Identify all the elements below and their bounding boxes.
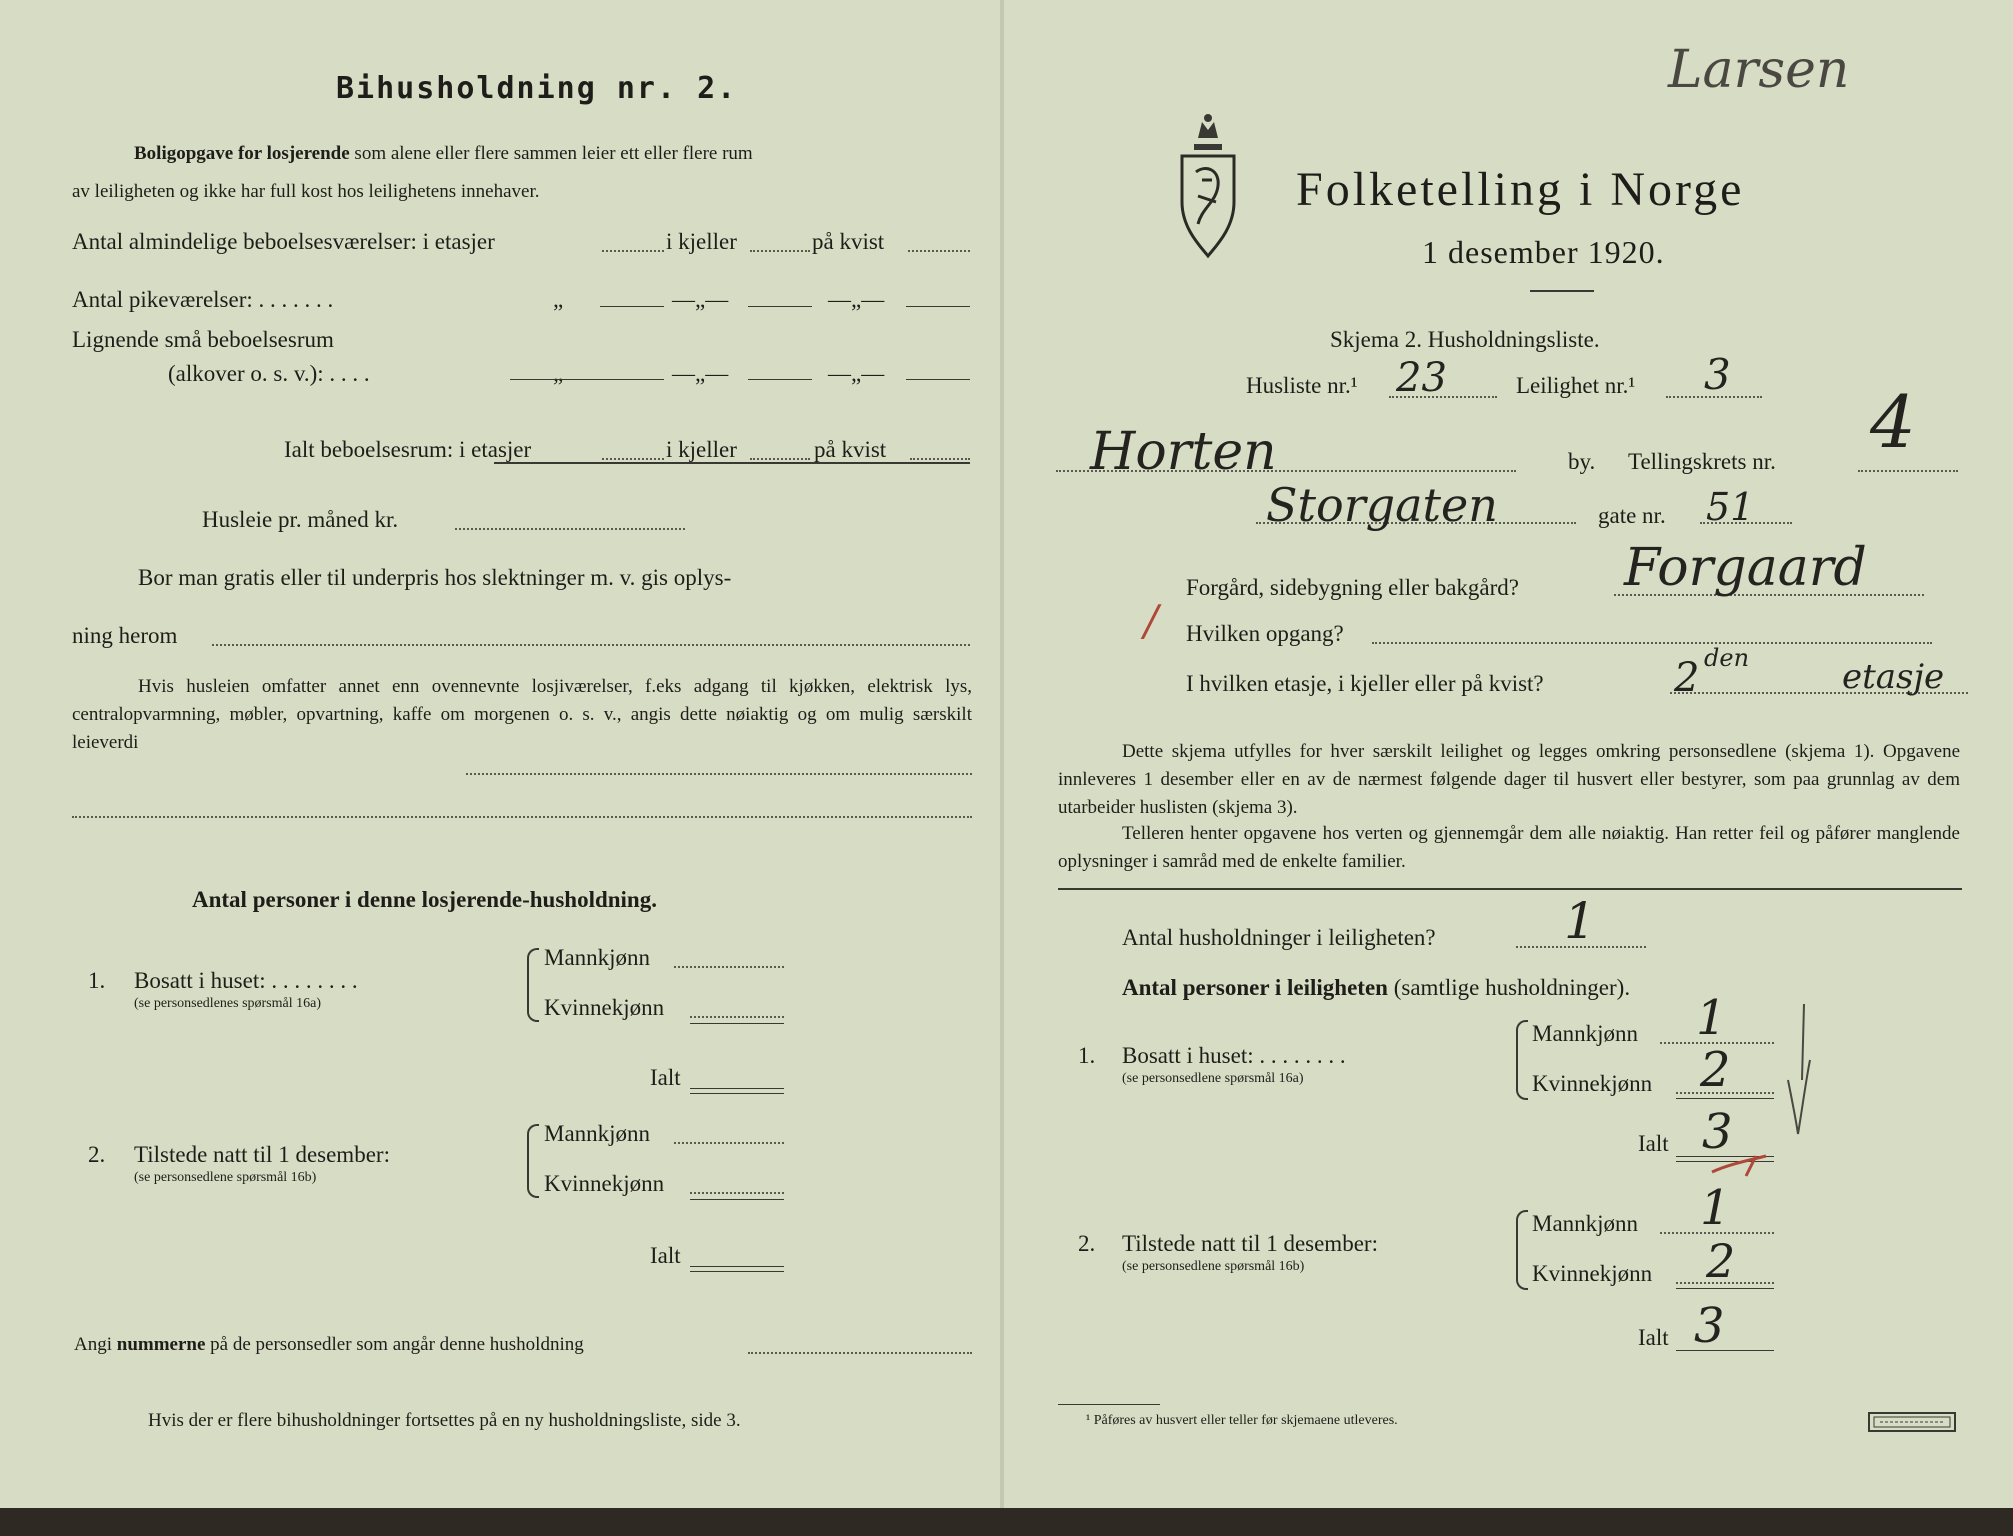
numbers-field[interactable] (748, 1352, 972, 1354)
printer-stamp-icon (1868, 1412, 1956, 1432)
maid-kjeller-field[interactable] (748, 306, 812, 307)
q2-total-label: Ialt (650, 1243, 681, 1268)
q2-male-label: Mannkjønn (544, 1121, 651, 1146)
q1-label: Bosatt i huset: . . . . . . . . (1122, 1043, 1346, 1068)
q1-sub: (se personsedlenes spørsmål 16a) (134, 996, 322, 1011)
gate-label: gate nr. (1598, 503, 1666, 528)
q1-male-field[interactable] (674, 966, 784, 968)
rooms-kvist-field[interactable] (908, 250, 970, 252)
footnote: ¹ Påføres av husvert eller teller før skjemaene utleveres. (1086, 1413, 1398, 1428)
q1-total-rule (690, 1093, 784, 1094)
continue-note: Hvis der er flere bihusholdninger fortsettes på en ny husholdningsliste, side 3. (148, 1410, 741, 1431)
rent-label: Husleie pr. måned kr. (202, 507, 399, 532)
small-rooms-label: Lignende små beboelsesrum (72, 327, 334, 352)
q1-female-label: Kvinnekjønn (1532, 1071, 1653, 1096)
right-page-husholdningsliste (1004, 0, 2013, 1508)
alcove-etasjer-field[interactable] (510, 379, 664, 380)
floor-value-number: 2 (1674, 655, 1700, 701)
q2-total-field[interactable] (1676, 1350, 1774, 1351)
maid-etasjer-field[interactable] (600, 306, 664, 307)
total-etasjer-field[interactable] (602, 458, 664, 460)
q1-total-label: Ialt (650, 1065, 681, 1090)
instructions-paragraph-2: Telleren henter opgavene hos verten og gjennemgår dem alle nøiaktig. Han retter feil og påfører manglende oplysninger i samråd med de enkelte familier. (1058, 823, 1960, 872)
floor-label: I hvilken etasje, i kjeller eller på kvist? (1186, 671, 1544, 696)
building-value: Forgaard (1624, 538, 1867, 598)
floor-value-word: etasje (1842, 657, 1945, 697)
left-title: Bihusholdning nr. 2. (336, 71, 738, 106)
rooms-kvist-label: på kvist (812, 229, 885, 254)
schema-label: Skjema 2. Husholdningsliste. (1330, 327, 1600, 352)
rooms-kjeller-field[interactable] (750, 250, 810, 252)
krets-field[interactable] (1858, 470, 1958, 472)
households-value: 1 (1564, 892, 1596, 950)
rooms-label: Antal almindelige beboelsesværelser: i etasjer (72, 229, 495, 254)
q2-label: Tilstede natt til 1 desember: (1122, 1231, 1378, 1256)
q1-male-label: Mannkjønn (1532, 1021, 1639, 1046)
handwritten-corner-name: Larsen (1668, 40, 1850, 100)
q1-total-value: 3 (1702, 1104, 1733, 1160)
q2-label: Tilstede natt til 1 desember: (134, 1142, 390, 1167)
q2-male-label: Mannkjønn (1532, 1211, 1639, 1236)
q1-brace (1516, 1020, 1528, 1100)
q2-total-rule (690, 1271, 784, 1272)
coat-of-arms-icon (1176, 110, 1240, 260)
q2-female-label: Kvinnekjønn (544, 1171, 665, 1196)
extras-field-2[interactable] (72, 816, 972, 818)
q1-male-label: Mannkjønn (544, 945, 651, 970)
q1-female-field[interactable] (690, 1016, 784, 1018)
floor-value-suffix: den (1704, 644, 1750, 672)
red-tick-mark (1710, 1150, 1770, 1180)
extras-paragraph: Hvis husleien omfatter annet enn ovennevnte losjiværelser, f.eks adgang til kjøkken, elektrisk lys, centralopvarmning, møbler, opvartning, kaffe om morgenen o. s. v., angis dette nøiaktig og om mulig særskilt leieverdi (72, 676, 972, 753)
left-page-bihusholdning (0, 0, 1000, 1508)
form-title: Folketelling i Norge (1296, 163, 1745, 216)
q2-male-value: 1 (1700, 1180, 1731, 1236)
q2-number: 2. (1078, 1231, 1096, 1256)
q2-female-label: Kvinnekjønn (1532, 1261, 1653, 1286)
husliste-value: 23 (1396, 355, 1447, 401)
households-label: Antal husholdninger i leiligheten? (1122, 925, 1436, 950)
alcove-kvist-field[interactable] (906, 379, 970, 380)
persons-heading: Antal personer i leiligheten (samtlige husholdninger). (1122, 975, 1631, 1000)
leilighet-label: Leilighet nr.¹ (1516, 373, 1636, 398)
ditto-5: —„— (672, 361, 729, 386)
gate-value: 51 (1706, 485, 1755, 529)
q2-female-field[interactable] (690, 1192, 784, 1194)
free-rent-line-2: ning herom (72, 623, 178, 648)
q2-sub: (se personsedlene spørsmål 16b) (1122, 1259, 1305, 1274)
ditto-6: —„— (828, 361, 885, 386)
alcoves-label: (alkover o. s. v.): . . . . (168, 361, 370, 386)
q1-female-label: Kvinnekjønn (544, 995, 665, 1020)
q2-female-rule (1676, 1288, 1774, 1289)
intro-line-2: av leiligheten og ikke har full kost hos leilighetens innehaver. (72, 181, 540, 202)
total-rooms-rule (494, 462, 970, 464)
q1-male-value: 1 (1696, 990, 1727, 1046)
form-date: 1 desember 1920. (1422, 234, 1665, 270)
maid-kvist-field[interactable] (906, 306, 970, 307)
intro-line-1: Boligopgave for losjerende som alene eller flere sammen leier ett eller flere rum (134, 143, 753, 164)
free-rent-line-1: Bor man gratis eller til underpris hos slektninger m. v. gis oplys- (138, 565, 732, 590)
krets-label: Tellingskrets nr. (1628, 449, 1776, 474)
q1-brace (527, 948, 539, 1022)
entrance-label: Hvilken opgang? (1186, 621, 1344, 646)
q1-female-value: 2 (1700, 1042, 1731, 1098)
q2-brace (527, 1124, 539, 1198)
q2-total-value: 3 (1694, 1298, 1725, 1354)
q1-total-field[interactable] (690, 1088, 784, 1089)
q1-label: Bosatt i huset: . . . . . . . . (134, 968, 358, 993)
q1-sub: (se personsedlene spørsmål 16a) (1122, 1071, 1304, 1086)
q2-female-value: 2 (1706, 1234, 1736, 1288)
total-rooms-label: Ialt beboelsesrum: i etasjer (284, 437, 532, 462)
by-label: by. (1568, 449, 1596, 474)
numbers-line: Angi nummerne på de personsedler som angår denne husholdning (74, 1334, 584, 1355)
rent-field[interactable] (455, 528, 685, 530)
maid-rooms-label: Antal pikeværelser: . . . . . . . (72, 287, 334, 312)
total-kvist-field[interactable] (910, 458, 970, 460)
footnote-rule (1058, 1404, 1160, 1405)
leilighet-value: 3 (1704, 350, 1731, 399)
title-rule (1530, 290, 1594, 292)
q2-number: 2. (88, 1142, 106, 1167)
q1-female-rule (690, 1023, 784, 1024)
husliste-label: Husliste nr.¹ (1246, 373, 1358, 398)
free-rent-field[interactable] (212, 644, 970, 646)
pencil-check-mark (1784, 1000, 1814, 1140)
entrance-field[interactable] (1372, 642, 1932, 644)
q2-sub: (se personsedlene spørsmål 16b) (134, 1170, 317, 1185)
total-kjeller-label: i kjeller (666, 437, 737, 462)
q1-female-rule (1676, 1098, 1774, 1099)
rooms-etasjer-field[interactable] (602, 250, 664, 252)
building-label: Forgård, sidebygning eller bakgård? (1186, 575, 1519, 600)
ditto-3: —„— (828, 287, 885, 312)
q2-brace (1516, 1210, 1528, 1290)
red-margin-mark: / (1144, 596, 1159, 645)
q2-total-field[interactable] (690, 1266, 784, 1267)
total-kjeller-field[interactable] (750, 458, 810, 460)
q1-number: 1. (88, 968, 106, 993)
ditto-1: „ (553, 287, 564, 312)
instructions-paragraph-1: Dette skjema utfylles for hver særskilt leilighet og legges omkring personsedlene (skjema 1). Opgavene innleveres 1 desember eller en av de nærmest følgende dager til husvert eller bestyrer, som paa grunnlag av dem utarbeider huslisten (skjema 3). (1058, 741, 1960, 818)
q1-number: 1. (1078, 1043, 1096, 1068)
persons-heading: Antal personer i denne losjerende-husholdning. (192, 887, 657, 912)
instructions-rule (1058, 888, 1962, 890)
ditto-2: —„— (672, 287, 729, 312)
q2-male-field[interactable] (674, 1142, 784, 1144)
extras-field[interactable] (466, 773, 972, 775)
city-value: Horten (1090, 422, 1277, 482)
rooms-kjeller-label: i kjeller (666, 229, 737, 254)
ditto-4: „ (553, 361, 564, 386)
krets-value: 4 (1870, 380, 1916, 464)
q1-total-label: Ialt (1638, 1131, 1669, 1156)
alcove-kjeller-field[interactable] (748, 379, 812, 380)
q2-female-rule (690, 1199, 784, 1200)
total-kvist-label: på kvist (814, 437, 887, 462)
q2-total-label: Ialt (1638, 1325, 1669, 1350)
street-value: Storgaten (1266, 478, 1498, 532)
